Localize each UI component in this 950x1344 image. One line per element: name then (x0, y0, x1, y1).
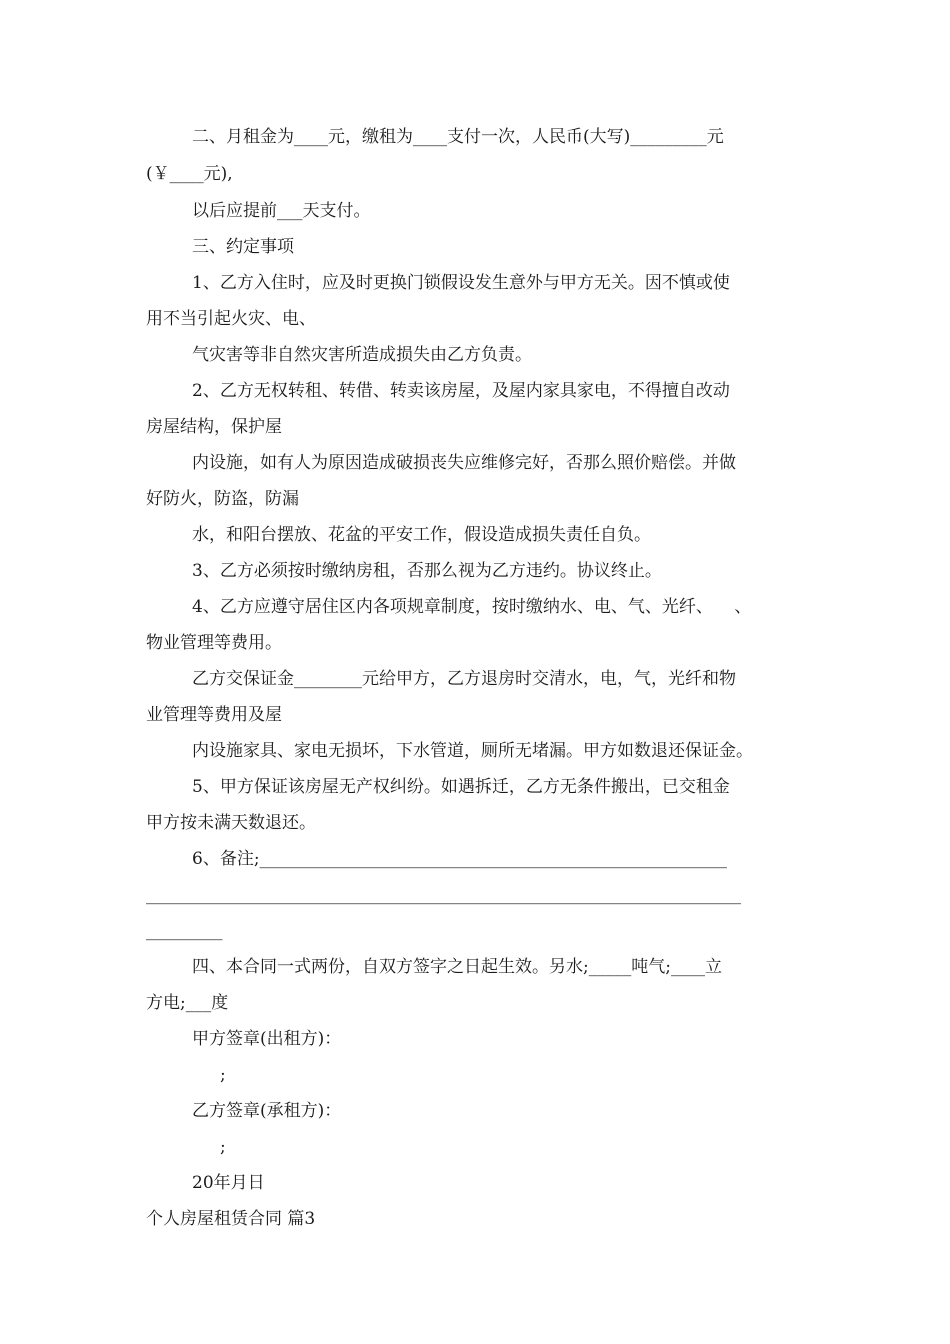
rent-amount-line: 二、月租金为____元，缴租为____支付一次，人民币(大写)_________元 (192, 127, 724, 147)
clause-1-line-1: 1、乙方入住时，应及时更换门锁假设发生意外与甲方无关。因不慎或使 (192, 273, 730, 293)
clause-1-line-2: 用不当引起火灾、电、 (146, 309, 316, 329)
clause-1-line-3: 气灾害等非自然灾害所造成损失由乙方负责。 (192, 345, 532, 365)
next-section-title: 个人房屋租赁合同 篇3 (146, 1209, 316, 1229)
section-heading-agreed-items: 三、约定事项 (192, 237, 294, 257)
party-a-signature-label: 甲方签章(出租方)： (192, 1029, 342, 1049)
remarks-blank-line: ______________________________________________________________________ (146, 885, 741, 905)
clause-2-line-1: 2、乙方无权转租、转借、转卖该房屋，及屋内家具家电，不得擅自改动 (192, 381, 730, 401)
clause-2-line-2: 房屋结构，保护屋 (146, 417, 282, 437)
party-b-signature-value: ; (220, 1137, 226, 1157)
deposit-line-2: 业管理等费用及屋 (146, 705, 282, 725)
clause-4-line-2: 物业管理等费用。 (146, 633, 282, 653)
clause-2-line-5: 水，和阳台摆放、花盆的平安工作，假设造成损失责任自负。 (192, 525, 651, 545)
clause-5-line-1: 5、甲方保证该房屋无产权纠纷。如遇拆迁，乙方无条件搬出，已交租金 (192, 777, 730, 797)
clause-3: 3、乙方必须按时缴纳房租，否那么视为乙方违约。协议终止。 (192, 561, 662, 581)
deposit-line-3: 内设施家具、家电无损坏，下水管道，厕所无堵漏。甲方如数退还保证金。 (192, 741, 753, 761)
remarks-blank-line-end: _________ (146, 921, 223, 941)
clause-5-line-2: 甲方按未满天数退还。 (146, 813, 316, 833)
party-a-signature-value: ; (220, 1065, 226, 1085)
clause-6-remarks: 6、备注;_______________________________________________________ (192, 849, 728, 869)
section-4-line-1: 四、本合同一式两份，自双方签字之日起生效。另水;_____吨气;____立 (192, 957, 722, 977)
section-4-line-2: 方电;___度 (146, 993, 229, 1013)
advance-payment-line: 以后应提前___天支付。 (192, 201, 371, 221)
deposit-line-1: 乙方交保证金________元给甲方，乙方退房时交清水，电，气，光纤和物 (192, 669, 736, 689)
party-b-signature-label: 乙方签章(承租方)： (192, 1101, 342, 1121)
date-line: 20年月日 (192, 1173, 265, 1193)
rent-amount-figure-line: (￥____元), (146, 164, 233, 184)
clause-4-line-1: 4、乙方应遵守居住区内各项规章制度，按时缴纳水、电、气、光纤、 、 (192, 597, 752, 617)
clause-2-line-3: 内设施，如有人为原因造成破损丧失应维修完好，否那么照价赔偿。并做 (192, 453, 736, 473)
clause-2-line-4: 好防火，防盗，防漏 (146, 489, 299, 509)
